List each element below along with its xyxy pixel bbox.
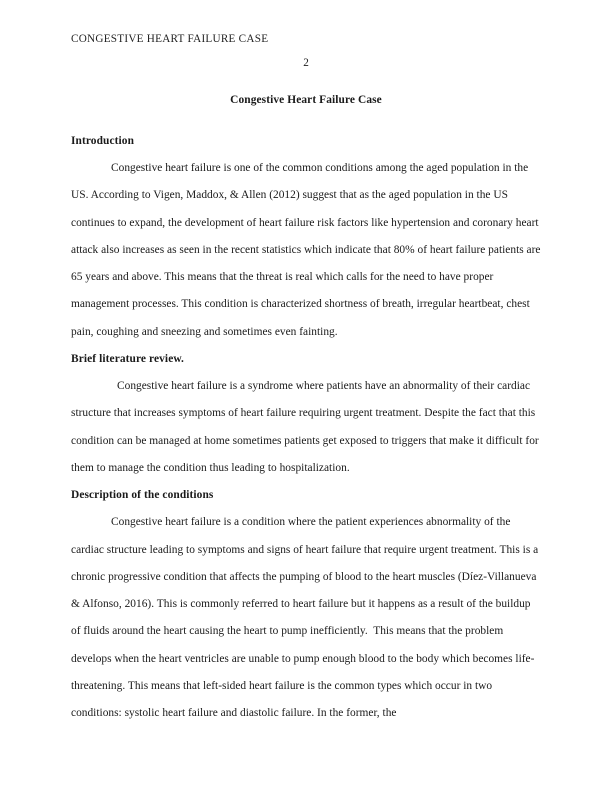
paragraph-description-of-the-conditions: Congestive heart failure is a condition where the patient experiences abnormality of the cardiac structure leading to symptoms and signs of heart failure that require urgent treatment. This is a chronic progressive condition that affects the pumping of blood to the heart muscles (Díez-Villanueva & Alfonso, 2016). This is commonly referred to heart failure but it happens as a result of the buildup of fluids around the heart causing the heart to pump inefficiently. This means that the problem develops when the heart ventricles are unable to pump enough blood to the body which becomes life-threatening. This means that left-sided heart failure is the common types which occur in two conditions: systolic heart failure and diastolic failure. In the former, the bbox=[71, 516, 542, 720]
page-number: 2 bbox=[303, 57, 309, 69]
section-heading-brief-literature-review: Brief literature review. bbox=[71, 353, 184, 366]
section-heading-introduction: Introduction bbox=[71, 135, 135, 147]
running-head: CONGESTIVE HEART FAILURE CASE bbox=[71, 33, 269, 45]
document-body bbox=[71, 90, 544, 728]
section-heading-description-of-the-conditions: Description of the conditions bbox=[71, 489, 214, 502]
title-spacer bbox=[71, 110, 541, 128]
page-title: Congestive Heart Failure Case bbox=[230, 94, 382, 106]
paragraph-introduction: Congestive heart failure is one of the common conditions among the aged population in the US. According to Vigen, Maddox, & Allen (2012) suggest that as the aged population in the US continues to expand, the development of heart failure risk factors like hypertension and coronary heart attack also increases as seen in the recent statistics which indicate that 80% of heart failure patients are 65 years and above. This means that the threat is real which calls for the need to have proper management processes. This condition is characterized shortness of breath, irregular heartbeat, chest pain, coughing and sneezing and sometimes even fainting. bbox=[71, 162, 544, 338]
paragraph-brief-literature-review: Congestive heart failure is a syndrome where patients have an abnormality of their cardiac structure that increases symptoms of heart failure requiring urgent treatment. Despite the fact that this condition can be managed at home sometimes patients get exposed to triggers that make it difficult for them to manage the condition thus leading to hospitalization. bbox=[71, 380, 542, 474]
